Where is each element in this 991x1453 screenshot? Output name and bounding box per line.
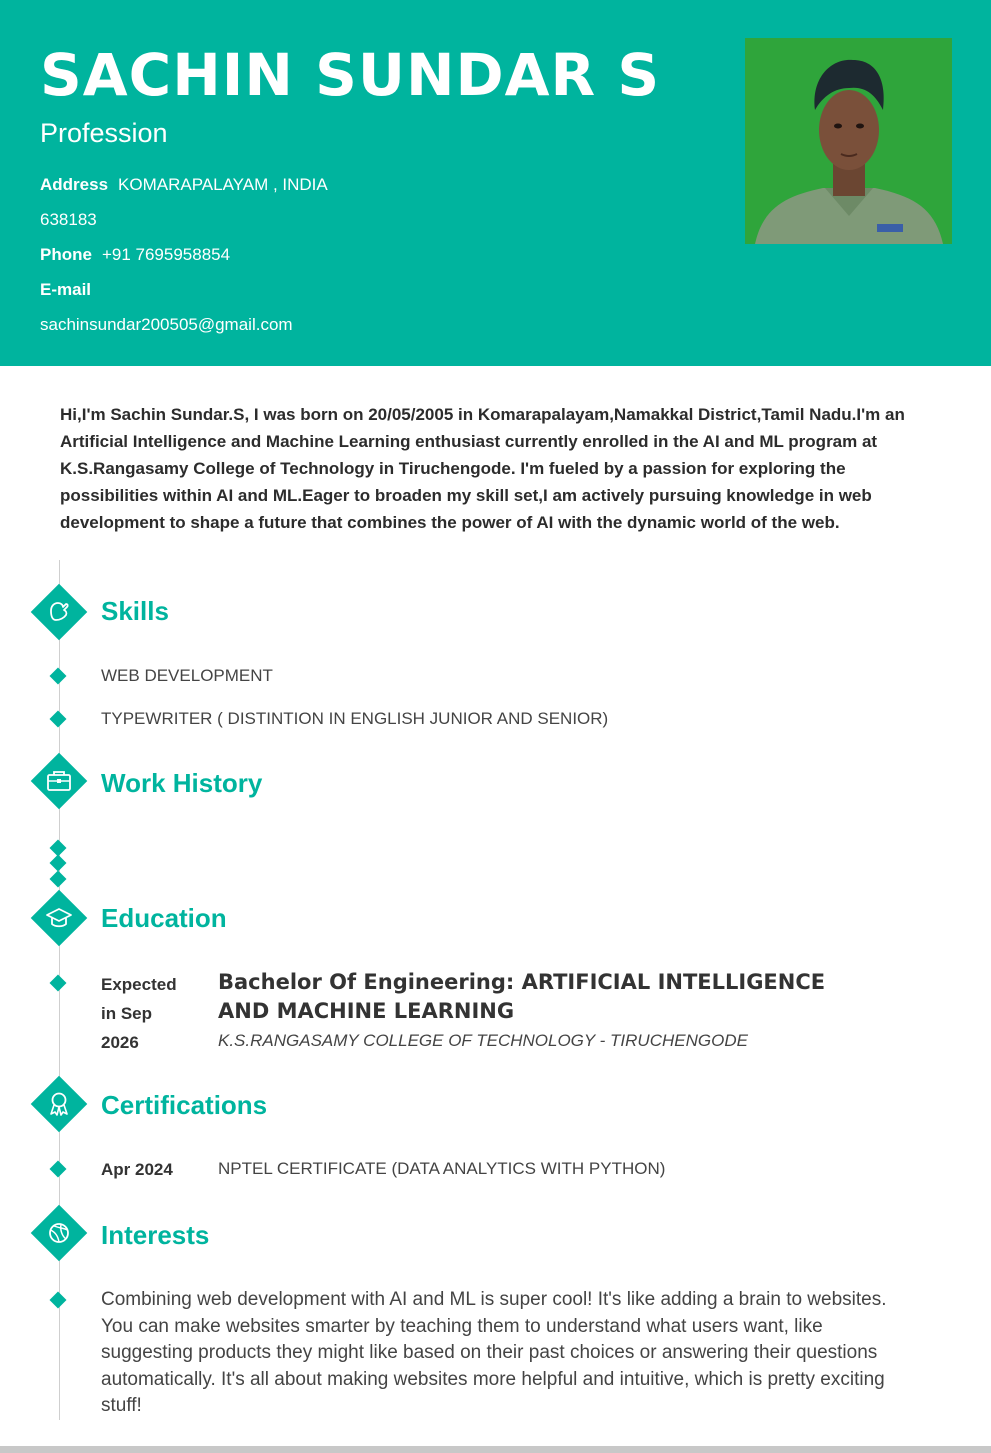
skills-icon <box>30 583 88 641</box>
education-degree: Bachelor Of Engineering: ARTIFICIAL INTELLIGENCE AND MACHINE LEARNING <box>218 970 826 1023</box>
address-label: Address <box>40 175 109 194</box>
basketball-icon <box>30 1204 88 1262</box>
interests-heading: Interests <box>101 1220 210 1250</box>
candidate-name: SACHIN SUNDAR S <box>40 41 661 109</box>
page-bottom-border <box>0 1446 991 1453</box>
briefcase-icon <box>30 752 88 810</box>
certification-bullet <box>49 1160 67 1178</box>
certifications-heading: Certifications <box>101 1090 268 1120</box>
education-school: K.S.RANGASAMY COLLEGE OF TECHNOLOGY - TIRUCHENGODE <box>218 1031 748 1050</box>
address-line <box>40 175 328 195</box>
skills-heading: Skills <box>101 596 169 626</box>
phone-line <box>40 245 230 265</box>
resume-header <box>0 0 991 366</box>
interests-text: Combining web development with AI and ML is super cool! It's like adding a brain to websites. You can make websites smarter by teaching them to understand what users want, like suggesting products they might like based on their past choices or answering their questions automatically. It's all about making websites more helpful and intuitive, which is pretty exciting stuff! <box>101 1289 887 1416</box>
email-value: sachinsundar200505@gmail.com <box>40 315 293 334</box>
certification-name: NPTEL CERTIFICATE (DATA ANALYTICS WITH PYTHON) <box>218 1159 666 1178</box>
address-value: KOMARAPALAYAM , INDIA <box>118 175 328 194</box>
certification-date: Apr 2024 <box>101 1160 173 1179</box>
phone-label: Phone <box>40 245 92 264</box>
graduation-cap-icon <box>30 889 88 947</box>
education-heading: Education <box>101 903 227 933</box>
email-label: E-mail <box>40 280 92 299</box>
interests-bullet <box>49 1291 67 1309</box>
profile-photo <box>745 38 952 244</box>
skill-item: TYPEWRITER ( DISTINTION IN ENGLISH JUNIOR AND SENIOR) <box>101 709 609 728</box>
work-bullet <box>49 870 67 888</box>
work-history-heading: Work History <box>101 768 263 798</box>
education-bullet <box>49 974 67 992</box>
award-ribbon-icon <box>30 1075 88 1133</box>
professional-summary: Hi,I'm Sachin Sundar.S, I was born on 20/05/2005 in Komarapalayam,Namakkal District,Tamil Nadu.I'm an Artificial Intelligence and Machine Learning enthusiast currently enrolled in the AI and ML program at K.S.Rangasamy College of Technology in Tiruchengode. I'm fueled by a passion for exploring the possibilities within AI and ML.Eager to broaden my skill set,I am actively pursuing knowledge in web development to shape a future that combines the power of AI with the dynamic world of the web. <box>60 405 905 532</box>
phone-value: +91 7695958854 <box>101 245 231 264</box>
skill-bullet <box>49 667 67 685</box>
education-date: Expected in Sep 2026 <box>101 975 177 1052</box>
skill-item: WEB DEVELOPMENT <box>101 666 273 685</box>
profession-title: Profession <box>40 118 168 148</box>
skill-bullet <box>49 710 67 728</box>
postal-code: 638183 <box>40 210 97 229</box>
